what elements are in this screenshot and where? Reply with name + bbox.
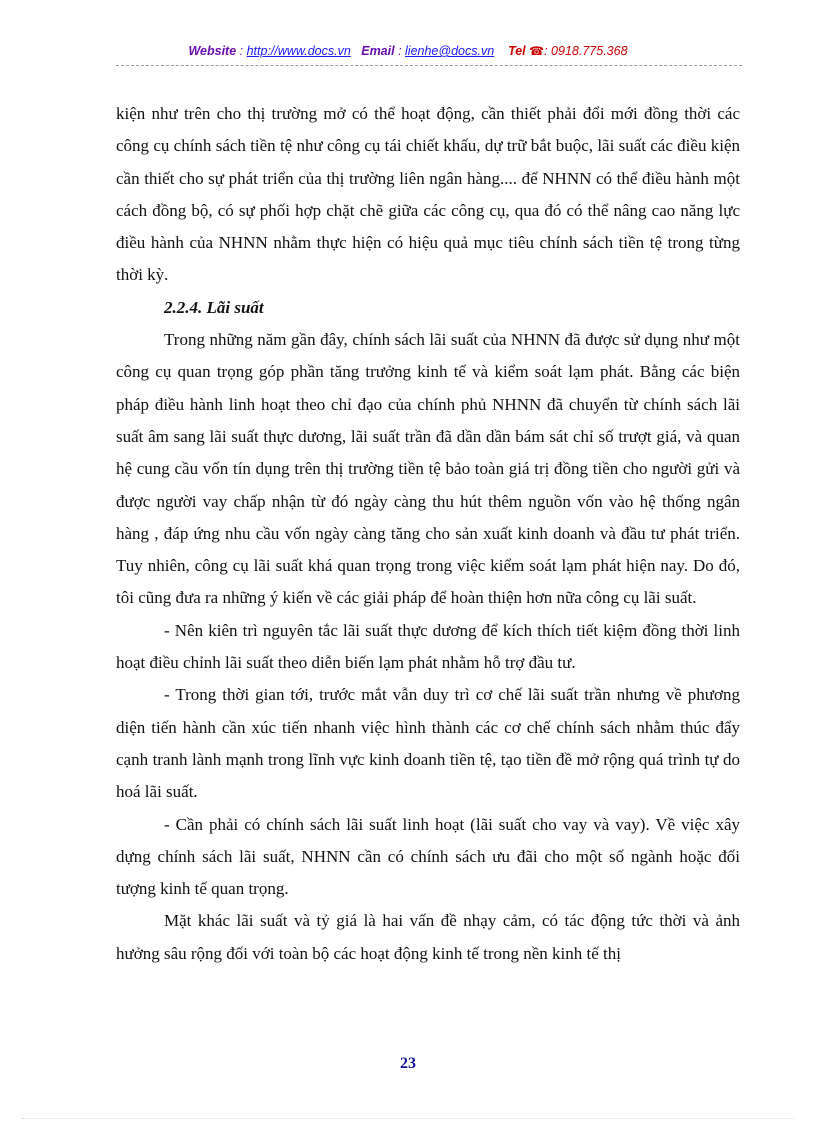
bullet-positive-real-rate: - Nên kiên trì nguyên tắc lãi suất thực dương để kích thích tiết kiệm đồng thời linh hoạt điều chỉnh lãi suất theo diễn biến lạm phát nhằm hỗ trợ đầu tư. — [116, 620, 740, 673]
tel-label: Tel — [508, 44, 526, 58]
bullet-flexible-policy: - Cần phải có chính sách lãi suất linh hoạt (lãi suất cho vay và vay). Về việc xây dựng chính sách lãi suất, NHNN cần có chính sách ưu đãi cho một số ngành hoặc đối tượng kinh tế quan trọng. — [116, 814, 740, 899]
website-separator: : — [236, 44, 247, 58]
paragraph-intro: kiện như trên cho thị trường mở có thể hoạt động, cần thiết phải đổi mới đồng thời các công cụ chính sách tiền tệ như công cụ tái chiết khấu, dự trữ bắt buộc, lãi suất các điều kiện cần thiết cho sự phát triển của thị trường liên ngân hàng.... để NHNN có thể điều hành một cách đồng bộ, có sự phối hợp chặt chẽ giữa các công cụ, qua đó có thể nâng cao năng lực điều hành của NHNN nhằm thực hiện có hiệu quả mục tiêu chính sách tiền tệ trong từng thời kỳ. — [116, 104, 740, 285]
header-divider — [116, 65, 742, 66]
website-label: Website — [188, 44, 237, 58]
footer-divider — [22, 1118, 794, 1119]
paragraph-interest-policy: Trong những năm gần đây, chính sách lãi suất của NHNN đã được sử dụng như một công cụ quan trọng góp phần tăng trưởng kinh tế và kiểm soát lạm phát. Bằng các biện pháp điều hành linh hoạt theo chỉ đạo của chính phủ NHNN đã chuyển từ chính sách lãi suất âm sang lãi suất thực dương, lãi suất trần đã dần dần bám sát chỉ số trượt giá, và quan hệ cung cầu vốn tín dụng trên thị trường tiền tệ bảo toàn giá trị đồng tiền cho người gửi và được người vay chấp nhận từ đó ngày càng thu hút thêm nguồn vốn vào hệ thống ngân hàng , đáp ứng nhu cầu vốn ngày càng tăng cho sản xuất kinh doanh và đầu tư phát triển. Tuy nhiên, công cụ lãi suất khá quan trọng trong việc kiểm soát lạm phát hiện nay. Do đó, tôi cũng đưa ra những ý kiến về các giải pháp để hoàn thiện hơn nữa công cụ lãi suất. — [116, 330, 740, 608]
page-body — [116, 98, 740, 970]
page-header — [0, 44, 816, 58]
tel-number: : 0918.775.368 — [544, 44, 628, 58]
section-heading: 2.2.4. Lãi suất — [164, 297, 264, 317]
email-label: Email — [361, 44, 395, 58]
email-link[interactable]: lienhe@docs.vn — [405, 44, 495, 58]
email-separator: : — [394, 44, 406, 58]
website-link[interactable]: http://www.docs.vn — [246, 44, 351, 58]
paragraph-exchange-rate: Mặt khác lãi suất và tỷ giá là hai vấn đề nhạy cảm, có tác động tức thời và ảnh hưởng sâu rộng đối với toàn bộ các hoạt động kinh tế trong nền kinh tế thị — [116, 911, 740, 963]
bullet-ceiling-rate: - Trong thời gian tới, trước mắt vẫn duy trì cơ chế lãi suất trần nhưng về phương diện tiến hành cần xúc tiến nhanh việc hình thành các cơ chế chính sách nhằm thúc đẩy cạnh tranh lành mạnh trong lĩnh vực kinh doanh tiền tệ, tạo tiền đề mở rộng quá trình tự do hoá lãi suất. — [116, 685, 740, 802]
phone-icon: ☎ — [529, 44, 545, 58]
page-number: 23 — [400, 1055, 416, 1072]
